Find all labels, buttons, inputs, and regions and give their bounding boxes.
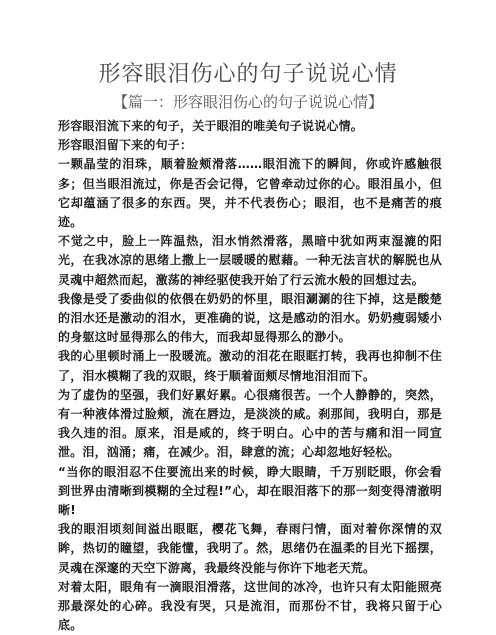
paragraph: “当你的眼泪忍不住要流出来的时候，睁大眼睛，千万别眨眼，你会看到世界由清晰到模糊的全过程!”心，却在眼泪落下的那一刻变得清澈明晰! xyxy=(58,464,442,518)
paragraph: 我的眼泪顷刻间溢出眼眶，樱花飞舞，春雨闩情，面对着你深情的双眸，热切的瞳望，我能懂，我明了。然，思绪仍在温柔的目光下摇摆，灵魂在深邃的天空下游离，我最终没能与你许下地老天荒。 xyxy=(58,522,442,575)
paragraph: 不觉之中，脸上一阵温热，泪水悄然滑落，黑暗中犹如两束湿漉的阳光，在我冰凉的思绪上撒上一层暖暖的慰藉。一种无法言状的解脱也从灵魂中超然而起，激荡的神经驱使我开始了行云流水般的回想过去。 xyxy=(58,234,442,287)
paragraph: 对着太阳，眼角有一滴眼泪滑落，这世间的冰冷，也许只有太阳能照亮那最深处的心碎。我没有哭，只是流泪，而那份不甘，我将只留于心底。 xyxy=(58,579,442,633)
paragraph: 形容眼泪流下来的句子，关于眼泪的唯美句子说说心情。 xyxy=(58,119,364,133)
paragraph: 为了虚伪的坚强，我们好累好累。心很痛很苦。一个人静静的，突然，有一种液体滑过脸颊，流在唇边，是淡淡的咸。刹那间，我明白，那是我久违的泪。原来，泪是咸的，终于明白。心中的苦与痛和泪一同宣泄。泪，汹涌；痛，在减少。泪，肆意的流；心却忽地好轻松。 xyxy=(58,387,442,460)
paragraph: 一颗晶莹的泪珠，顺着脸颊滑落……眼泪流下的瞬间，你或许感触很多；但当眼泪流过，你是否会记得，它曾牵动过你的心。眼泪虽小，但它却蕴涵了很多的东西。哭，并不代表伤心；眼泪，也不是痛苦的痕迹。 xyxy=(58,157,442,230)
document-subtitle: 【篇一：形容眼泪伤心的句子说说心情】 xyxy=(112,93,383,111)
paragraph: 我的心里顿时涌上一股暖流。激动的泪花在眼眶打转，我再也抑制不住了，泪水模糊了我的双眼，终于顺着面颊尽情地泪泪而下。 xyxy=(58,349,442,383)
document-body xyxy=(58,117,442,635)
paragraph: 形容眼泪留下来的句子： xyxy=(58,138,193,153)
paragraph: 我像是受了委曲似的依偎在奶奶的怀里，眼泪涮涮的往下掉，这是酸楚的泪水还是激动的泪水，更准确的说，这是感动的泪水。奶奶瘦弱矮小的身躯这时显得那么的伟大，而我却显得那么的渺小。 xyxy=(58,291,442,345)
document-title: 形容眼泪伤心的句子说说心情 xyxy=(98,62,398,87)
